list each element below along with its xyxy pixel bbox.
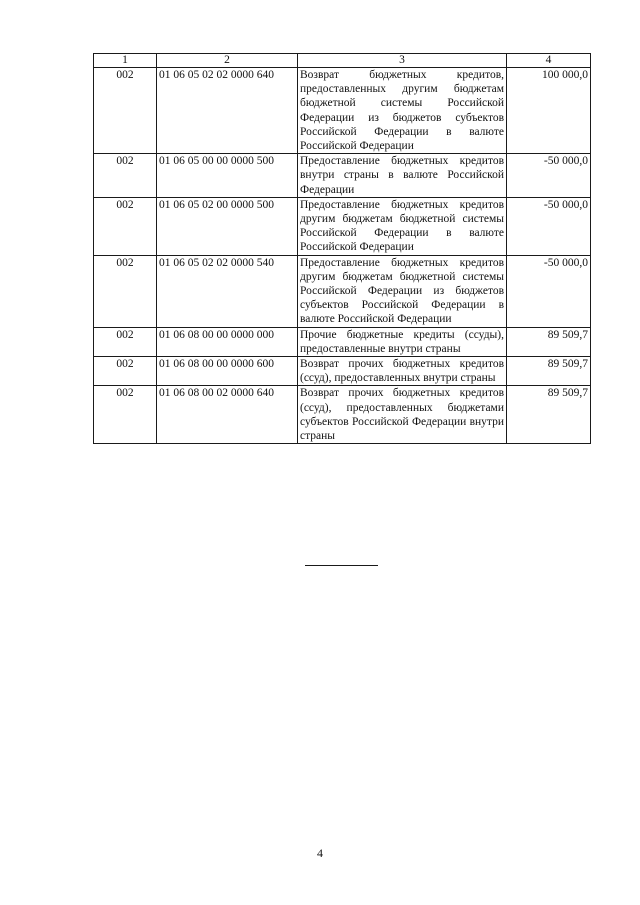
table-row — [94, 68, 591, 154]
table-row — [94, 327, 591, 356]
amount-cell: 100 000,0 — [507, 68, 591, 154]
description-cell: Возврат прочих бюджетных кредитов (ссуд), предоставленных внутри страны — [298, 357, 507, 386]
description-cell: Возврат бюджетных кредитов, предоставленных другим бюджетам бюджетной системы Российской Федерации из бюджетов субъектов Российской Федерации в валюте Российской Федерации — [298, 68, 507, 154]
description-cell: Возврат прочих бюджетных кредитов (ссуд), предоставленных бюджетами субъектов Российской Федерации внутри страны — [298, 386, 507, 444]
column-header: 4 — [507, 54, 591, 68]
budget-sources-table — [93, 53, 591, 444]
classification-code-cell: 01 06 05 02 02 0000 540 — [157, 255, 298, 327]
admin-code-cell: 002 — [94, 154, 157, 198]
description-cell: Предоставление бюджетных кредитов другим бюджетам бюджетной системы Российской Федерации из бюджетов субъектов Российской Федерации в валюте Российской Федерации — [298, 255, 507, 327]
amount-cell: 89 509,7 — [507, 327, 591, 356]
amount-cell: 89 509,7 — [507, 386, 591, 444]
table-row — [94, 197, 591, 255]
table-row — [94, 255, 591, 327]
table-row — [94, 357, 591, 386]
description-cell: Прочие бюджетные кредиты (ссуды), предоставленные внутри страны — [298, 327, 507, 356]
separator-rule — [305, 565, 378, 566]
admin-code-cell: 002 — [94, 68, 157, 154]
table-row — [94, 386, 591, 444]
admin-code-cell: 002 — [94, 357, 157, 386]
amount-cell: -50 000,0 — [507, 255, 591, 327]
amount-cell: -50 000,0 — [507, 154, 591, 198]
amount-cell: 89 509,7 — [507, 357, 591, 386]
admin-code-cell: 002 — [94, 197, 157, 255]
classification-code-cell: 01 06 05 02 00 0000 500 — [157, 197, 298, 255]
classification-code-cell: 01 06 08 00 00 0000 000 — [157, 327, 298, 356]
table-header-row — [94, 54, 591, 68]
column-header: 2 — [157, 54, 298, 68]
amount-cell: -50 000,0 — [507, 197, 591, 255]
description-cell: Предоставление бюджетных кредитов другим бюджетам бюджетной системы Российской Федерации в валюте Российской Федерации — [298, 197, 507, 255]
admin-code-cell: 002 — [94, 327, 157, 356]
table-row — [94, 154, 591, 198]
page-number: 4 — [317, 846, 323, 860]
column-header: 1 — [94, 54, 157, 68]
description-cell: Предоставление бюджетных кредитов внутри страны в валюте Российской Федерации — [298, 154, 507, 198]
classification-code-cell: 01 06 05 00 00 0000 500 — [157, 154, 298, 198]
classification-code-cell: 01 06 08 00 02 0000 640 — [157, 386, 298, 444]
admin-code-cell: 002 — [94, 255, 157, 327]
admin-code-cell: 002 — [94, 386, 157, 444]
classification-code-cell: 01 06 05 02 02 0000 640 — [157, 68, 298, 154]
column-header: 3 — [298, 54, 507, 68]
classification-code-cell: 01 06 08 00 00 0000 600 — [157, 357, 298, 386]
